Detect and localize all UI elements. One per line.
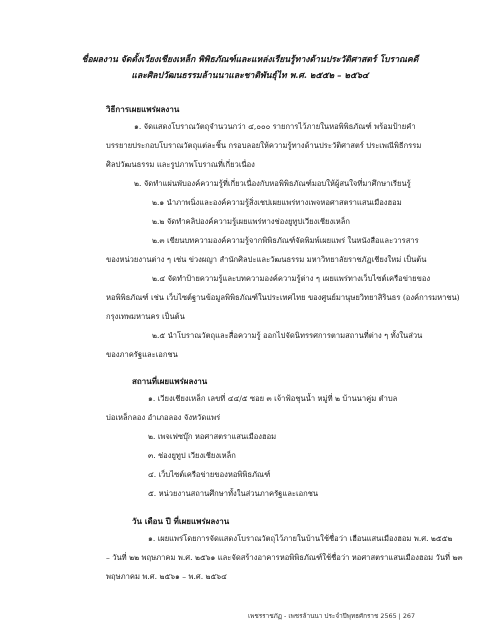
paragraph-line: ๒.๓ เขียนบทความองค์ความรู้จากพิพิธภัณฑ์จัดพิมพ์เผยแพร่ ในหนังสือและวารสาร	[152, 236, 419, 245]
paragraph-line: ๔. เว็บไซต์เครือข่ายของหอพิพิธภัณฑ์	[148, 470, 271, 479]
page-footer: เพชรราชภัฏ - เพชรล้านนา ประจำปีพุทธศักราช 2565 | 267	[248, 612, 416, 620]
paragraph-line: กรุงเทพมหานคร เป็นต้น	[106, 312, 185, 321]
section-heading-method: วิธีการเผยแพร่ผลงาน	[106, 104, 180, 114]
section-heading-date: วัน เดือน ปี ที่เผยแพร่ผลงาน	[132, 516, 230, 526]
paragraph-line: พฤษภาคม พ.ศ. ๒๕๖๑ – พ.ศ. ๒๕๖๔	[106, 572, 227, 581]
paragraph-line: ของภาครัฐและเอกชน	[106, 350, 178, 359]
paragraph-line: ๒. จัดทำแผ่นพับองค์ความรู้ที่เกี่ยวเนื่องกับหอพิพิธภัณฑ์มอบให้ผู้สนใจที่มาศึกษาเรียนรู้	[134, 179, 411, 188]
paragraph-line: – วันที่ ๒๒ พฤษภาคม พ.ศ. ๒๕๖๑ และจัดสร้างอาคารหอพิพิธภัณฑ์ใช้ชื่อว่า หอศาสตราแสนเมืองฮอม วันที่ ๒๓	[106, 553, 463, 562]
paragraph-line: ๒.๒ จัดทำคลิปองค์ความรู้เผยแพร่ทางช่องยูทูปเวียงเชียงเหล็ก	[152, 217, 351, 226]
paragraph-line: ๒.๕ นำโบราณวัตถุและสื่อความรู้ ออกไปจัดนิทรรศการตามสถานที่ต่าง ๆ ทั้งในส่วน	[152, 331, 423, 340]
paragraph-line: ของหน่วยงานต่าง ๆ เช่น ข่วงผญา สำนักศิลปะและวัฒนธรรม มหาวิทยาลัยราชภัฏเชียงใหม่ เป็นต้น	[106, 255, 427, 264]
paragraph-line: บรรยายประกอบโบราณวัตถุแต่ละชิ้น กรอบลอยให้ความรู้ทางด้านประวัติศาสตร์ ประเพณีพิธีกรรม	[106, 141, 422, 150]
document-title-line-1: ชื่อผลงาน จัดตั้งเวียงเชียงเหล็ก พิพิธภัณฑ์และแหล่งเรียนรู้ทางด้านประวัติศาสตร์ โบราณคดี	[81, 55, 419, 65]
paragraph-line: ๑. เผยแพร่โดยการจัดแสดงโบราณวัตถุไว้ภายในบ้านใช้ชื่อว่า เฮือนแสนเมืองฮอม พ.ศ. ๒๕๕๒	[148, 534, 453, 543]
paragraph-line: บ่อเหล็กลอง อำเภอลอง จังหวัดแพร่	[106, 413, 221, 422]
paragraph-line: ๕. หน่วยงานสถานศึกษาทั้งในส่วนภาครัฐและเอกชน	[148, 489, 319, 498]
document-title-line-2: และศิลปวัฒนธรรมล้านนาและชาติพันธุ์ไท พ.ศ. ๒๕๕๒ – ๒๕๖๔	[131, 71, 369, 81]
paragraph-line: ๑. จัดแสดงโบราณวัตถุจำนวนกว่า ๔,๐๐๐ รายการไว้ภายในหอพิพิธภัณฑ์ พร้อมป้ายคำ	[134, 122, 416, 131]
paragraph-line: ศิลปวัฒนธรรม และรูปภาพโบราณที่เกี่ยวเนื่อง	[106, 160, 255, 169]
paragraph-line: ๒.๔ จัดทำป้ายความรู้และบทความองค์ความรู้ต่าง ๆ เผยแพร่ทางเว็บไซต์เครือข่ายของ	[152, 274, 431, 283]
paragraph-line: ๒.๑ นำภาพนิ่งและองค์ความรู้สิ่งเชปเผยแพร่ทางเพจหอศาสตราแสนเมืองฮอม	[152, 198, 402, 207]
paragraph-line: หอพิพิธภัณฑ์ เช่น เว็บไซต์ฐานข้อมูลพิพิธภัณฑ์ในประเทศไทย ของศูนย์มานุษยวิทยาสิรินธร (องค์การมหาชน)	[106, 293, 460, 302]
paragraph-line: ๓. ช่องยูทูป เวียงเชียงเหล็ก	[148, 451, 236, 460]
paragraph-line: ๒. เพจเฟซบุ๊ก หอศาสตราแสนเมืองฮอม	[148, 432, 277, 441]
section-heading-place: สถานที่เผยแพร่ผลงาน	[132, 376, 208, 386]
paragraph-line: ๑. เวียงเชียงเหล็ก เลขที่ ๔๔/๕ ซอย ๓ เจ้าฟ้อชุนน้ำ หมู่ที่ ๒ บ้านนาคู่ม ตำบล	[148, 394, 398, 403]
